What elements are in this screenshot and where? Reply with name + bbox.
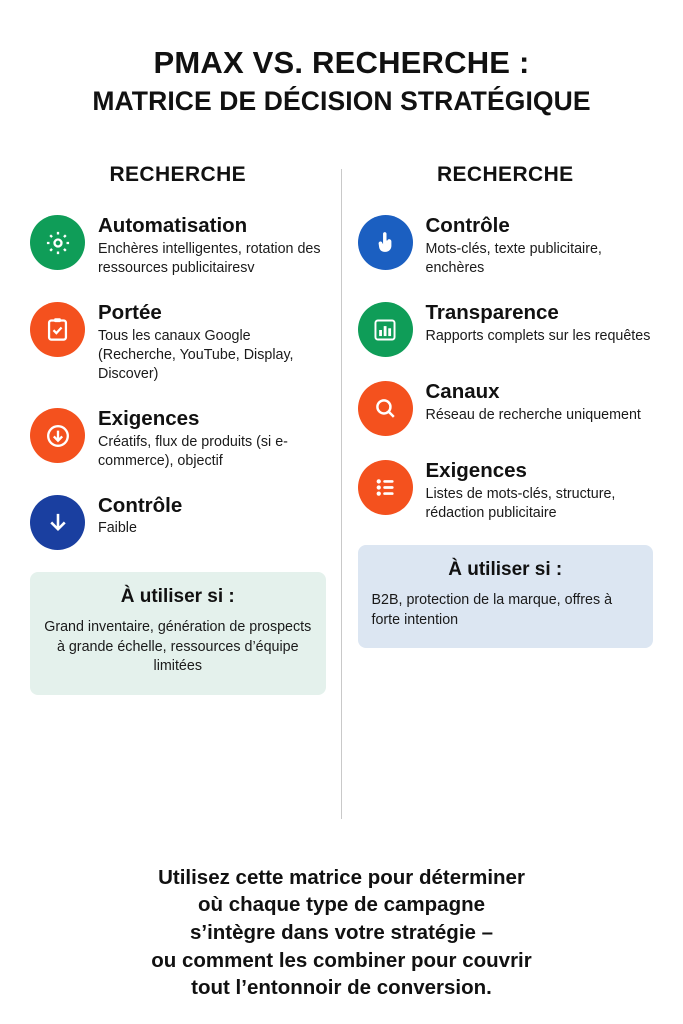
use-if-box-right xyxy=(358,545,654,648)
list-item xyxy=(30,406,326,471)
gear-icon xyxy=(30,215,85,270)
list-item-text xyxy=(426,379,641,425)
footer-text xyxy=(0,864,683,1002)
use-if-title: À utiliser si : xyxy=(120,585,235,607)
use-if-box-left xyxy=(30,572,326,695)
list-item xyxy=(30,493,326,550)
list-item-text xyxy=(426,458,654,523)
item-title: Transparence xyxy=(425,301,559,325)
list-item xyxy=(30,213,326,278)
hand-pointer-icon xyxy=(358,215,413,270)
list-item xyxy=(358,458,654,523)
comparison-columns xyxy=(0,163,683,695)
list-item-text xyxy=(98,406,326,471)
arrow-down-circle-icon xyxy=(30,408,85,463)
use-if-title: À utiliser si : xyxy=(448,558,563,580)
left-column-heading: RECHERCHE xyxy=(109,163,247,187)
use-if-body: B2B, protection de la marque, offres à forte intention xyxy=(371,591,613,628)
right-column xyxy=(342,163,670,695)
item-description: Tous les canaux Google (Recherche, YouTube, Display, Discover) xyxy=(98,327,294,382)
footer-line-5: tout l’entonnoir de conversion. xyxy=(191,976,492,1000)
item-title: Exigences xyxy=(425,459,527,483)
item-title: Contrôle xyxy=(98,493,183,517)
item-description: Rapports complets sur les requêtes xyxy=(425,327,651,344)
list-item xyxy=(358,300,654,357)
right-column-heading: RECHERCHE xyxy=(436,163,574,187)
arrow-down-icon xyxy=(30,495,85,550)
footer-line-2: où chaque type de campagne xyxy=(197,893,486,917)
item-description: Enchères intelligentes, rotation des ressources publicitairesv xyxy=(98,240,321,276)
column-divider xyxy=(341,169,342,819)
footer-line-1: Utilisez cette matrice pour déterminer xyxy=(158,865,525,889)
item-title: Automatisation xyxy=(98,214,248,238)
item-description: Mots-clés, texte publicitaire, enchères xyxy=(425,240,602,276)
left-column xyxy=(14,163,342,695)
page-title xyxy=(0,0,683,117)
list-item-text xyxy=(98,300,326,384)
list-item-text xyxy=(426,300,651,346)
item-description: Réseau de recherche uniquement xyxy=(425,406,641,423)
clipboard-check-icon xyxy=(30,302,85,357)
bar-chart-icon xyxy=(358,302,413,357)
title-line-1: PMAX VS. RECHERCHE : xyxy=(153,45,530,80)
use-if-body: Grand inventaire, génération de prospects à grande échelle, ressources d’équipe limitées xyxy=(44,618,312,675)
list-item xyxy=(358,213,654,278)
item-description: Listes de mots-clés, structure, rédaction publicitaire xyxy=(425,485,616,521)
item-title: Portée xyxy=(98,301,162,325)
list-item-text xyxy=(426,213,654,278)
list-item xyxy=(358,379,654,436)
title-line-2: MATRICE DE DÉCISION STRATÉGIQUE xyxy=(92,85,591,116)
search-icon xyxy=(358,381,413,436)
list-item-text xyxy=(98,213,326,278)
item-title: Exigences xyxy=(98,407,200,431)
footer-line-4: ou comment les combiner pour couvrir xyxy=(151,948,532,972)
item-title: Canaux xyxy=(425,380,500,404)
item-description: Créatifs, flux de produits (si e-commerce), objectif xyxy=(98,433,288,469)
list-icon xyxy=(358,460,413,515)
list-item xyxy=(30,300,326,384)
list-item-text xyxy=(98,493,182,539)
item-title: Contrôle xyxy=(425,214,510,238)
footer-line-3: s’intègre dans votre stratégie – xyxy=(189,920,494,944)
item-description: Faible xyxy=(98,520,137,537)
